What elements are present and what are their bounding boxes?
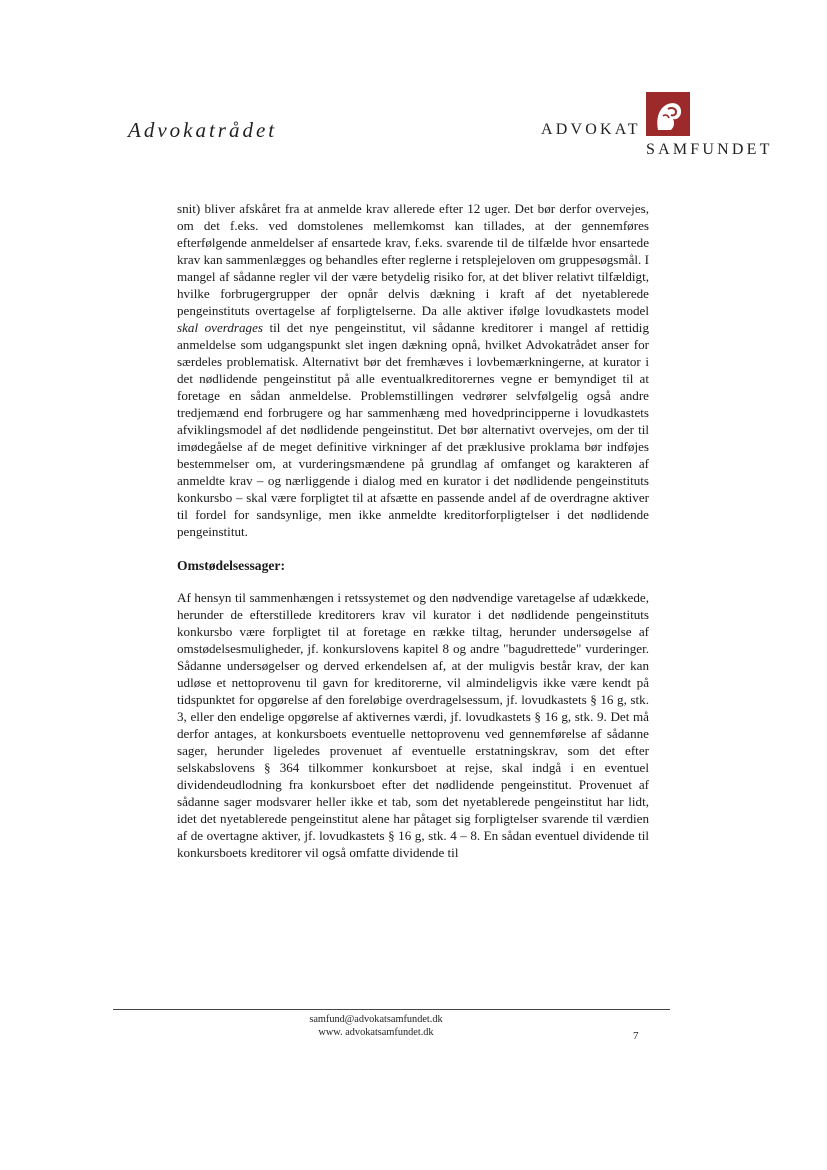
footer-website: www. advokatsamfundet.dk [318,1027,434,1038]
paragraph-text: til det nye pengeinstitut, vil sådanne kreditorer i mangel af rettidig anmeldelse som udgangspunkt slet ingen dækning opnå, hvilket Advokatrådet anser for særdeles problematisk. Alternativt bør det fremhæves i lovbemærkningerne, at kurator i det nødlidende pengeinstitut på alle eventualkreditorernes vegne er bemyndiget til at foretage en sådan anmeldelse. Problemstillingen vedrører selvfølgelig også andre tredjemænd end forbrugere og har sammenhæng med hovedprincipperne i lovudkastets afviklingsmodel af det nødlidende pengeinstitut. Det bør alternativt overvejes, om der til imødegåelse af de meget definitive virkninger af det præklusive proklama bør indføjes bestemmelser om, at vurderingsmændene på grundlag af omfanget og karakteren af anmeldte krav – og nærliggende i dialog med en kurator i det nødlidende pengeinstituts konkursbo – skal være forpligtet til at afsætte en passende andel af de overdragne aktiver til fordel for sandsynlige, men ikke anmeldte kreditorforpligtelser i det nødlidende pengeinstitut. [177,320,649,539]
advokatsamfundet-logo-icon [646,92,690,136]
footer-divider [113,1009,670,1010]
document-body [177,200,649,861]
logo-text-advokat: ADVOKAT [541,121,641,138]
section-heading: Omstødelsessager: [177,558,285,573]
footer-email: samfund@advokatsamfundet.dk [309,1014,443,1025]
paragraph-text: snit) bliver afskåret fra at anmelde krav allerede efter 12 uger. Det bør derfor overvejes, om det f.eks. ved domstolenes mellemkomst kan tillades, at der gennemføres efterfølgende anmeldelser af ensartede krav, f.eks. svarende til de tilfælde hvor ensartede krav kan sammenlægges og behandles efter reglerne i retsplejeloven om gruppesøgsmål. I mangel af sådanne regler vil der være betydelig risiko for, at det bliver relativt tilfældigt, hvilke forbrugergrupper der opnår delvis dækning i kraft af det nyetablerede pengeinstituts overtagelse af forpligtelserne. Da alle aktiver ifølge lovudkastets model [177,201,649,318]
body-paragraph: Af hensyn til sammenhængen i retssystemet og den nødvendige varetagelse af udækkede, herunder de efterstillede kreditorers krav vil kurator i det nødlidende pengeinstituts konkursbo være forpligtet til at foretage en række tiltag, herunder undersøgelse af omstødelsesmuligheder, jf. konkurslovens kapitel 8 og andre "bagudrettede" vurderinger. Sådanne undersøgelser og derved erkendelsen af, at der muligvis består krav, der kan udløse et nettoprovenu til gavn for kreditorerne, vil almindeligvis ikke være kendt på tidspunktet for opgørelse af den foreløbige overdragelsessum, jf. lovudkastets § 16 g, stk. 3, eller den endelige opgørelse af aktivernes værdi, jf. lovudkastets § 16 g, stk. 9. Det må derfor antages, at konkursboets eventuelle nettoprovenu ved gennemførelse af sådanne sager, herunder ligeledes provenuet af eventuelle erstatningskrav, som det efter selskabslovens § 364 tilkommer konkursboet at rejse, skal indgå i en eventuel dividendeudlodning fra konkursboet efter det nødlidende pengeinstitut. Provenuet af sådanne sager modsvarer heller ikke et tab, som det nyetablerede pengeinstitut har lidt, idet det nyetablerede pengeinstitut alene har påtaget sig forpligtelser svarende til værdien af de overtagne aktiver, jf. lovudkastets § 16 g, stk. 4 – 8. En sådan eventuel dividende til konkursboets kreditorer vil også omfatte dividende til [177,590,649,860]
page-number: 7 [633,1030,639,1042]
logo-text-samfundet: SAMFUNDET [646,141,773,158]
emphasized-text: skal overdrages [177,320,264,335]
body-paragraph [177,200,649,540]
header-title: Advokatrådet [128,118,278,142]
footer-contact [200,1013,552,1039]
